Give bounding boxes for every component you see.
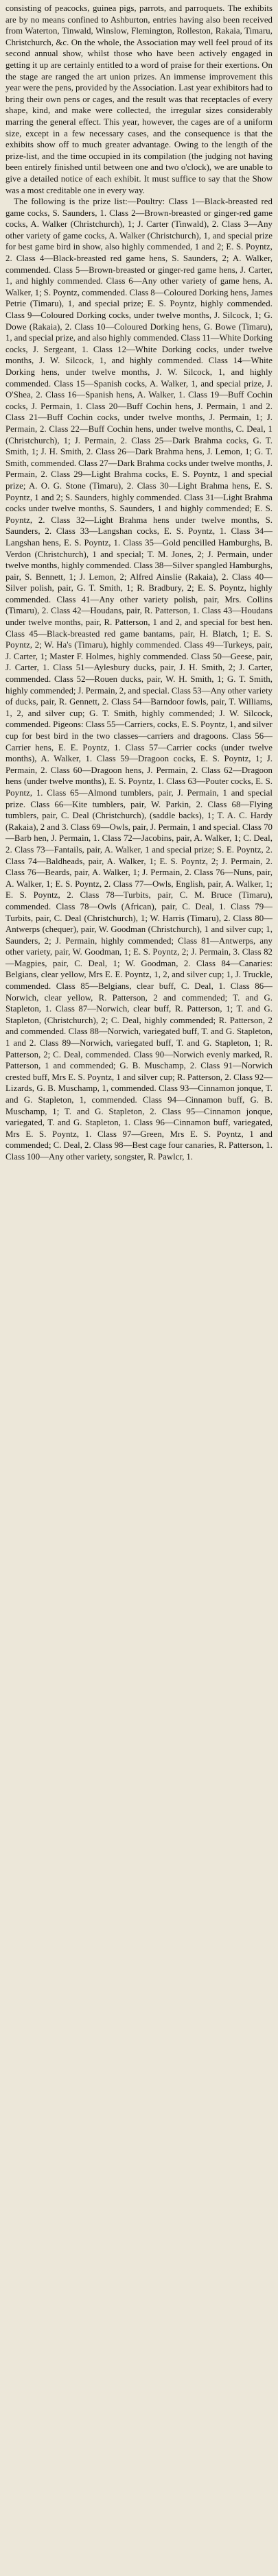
article-column xyxy=(5,3,273,1163)
article-paragraph-intro: consisting of peacocks, guinea pigs, parrots, and parroquets. The exhibits are by no means confined to Ashburton, entries having also been received from Waterton, Tinwald, Winslow, Flemington, Rolleston, Rakaia, Timaru, Christchurch, &c. On the whole, the Association may well feel proud of its second annual show, whilst those who have been actively engaged in getting it up are certainly entitled to a word of praise for their exertions. On the stage are ranged the art union prizes. An immense improvement this year were the pens, provided by the Association. Last year exhibitors had to bring their own pens or cages, and the result was that receptacles of every shape, kind, and make were collected, the irregular sizes considerably marring the general effect. This year, however, the cages are of a uniform size, except in a few necessary cases, and the consequence is that the exhibits show off to much greater advantage. Owing to the length of the prize-list, and the time occupied in its compilation (the judging not having been entirely finished until between one and two o'clock), we are unable to give a detailed notice of each exhibit. It must suffice to say that the Show was a most creditable one in every way. xyxy=(5,3,273,195)
article-paragraph-prize-list: The following is the prize list:—Poultry: Class 1—Black-breasted red game cocks, S. Saunders, 1. Class 2—Brown-breasted or ginger-red game cocks, A. Walker (Christchurch), 1; J. Carter (Tinwald), 2. Class 3—Any other variety of game cocks, A. Walker (Christchurch), 1, and special prize for best game bird in show, also highly commended, 1 and 2; E. S. Poyntz, 2. Class 4—Black-breasted red game hens, S. Saunders, 2; A. Walker, commended. Class 5—Brown-breasted or ginger-red game hens, J. Carter, 1, and highly commended. Class 6—Any other variety of game hens, A. Walker, 1; S. Poyntz, commended. Class 8—Coloured Dorking hens, James Petrie (Timaru), 1, and special prize; E. S. Poyntz, highly commended. Class 9—Coloured Dorking cocks, under twelve months, J. Silcock, 1; G. Dowe (Rakaia), 2. Class 10—Coloured Dorking hens, G. Bowe (Timaru), 1, and special prize, and also highly commended. Class 11—White Dorking cocks, J. Sergeant, 1. Class 12—White Dorking cocks, under twelve months, J. W. Silcock, 1, and highly commended. Class 14—White Dorking hens, under twelve months, J. W. Silcock, 1, and highly commended. Class 15—Spanish cocks, A. Walker, 1, and special prize, J. O'Shea, 2. Class 16—Spanish hens, A. Walker, 1. Class 19—Buff Cochin cocks, J. Permain, 1. Class 20—Buff Cochin hens, J. Permain, 1 and 2. Class 21—Buff Cochin cocks, under twelve months, J. Permain, 1; J. Permain, 2. Class 22—Buff Cochin hens, under twelve months, C. Deal, 1 (Christchurch), 1; J. Permain, 2. Class 25—Dark Brahma cocks, G. T. Smith, 1; J. H. Smith, 2. Class 26—Dark Brahma hens, J. Lemon, 1; G. T. Smith, commended. Class 27—Dark Brahma cocks under twelve months, J. Permain, 2. Class 29—Light Brahma cocks, E. S. Poyntz, 1 and special prize; A. O. G. Stone (Timaru), 2. Class 30—Light Brahma hens, E. S. Poyntz, 1 and 2; S. Saunders, highly commended. Class 31—Light Brahma cocks under twelve months, S. Saunders, 1 and highly commended; E. S. Poyntz, 2. Class 32—Light Brahma hens under twelve months, S. Saunders, 2. Class 33—Langshan cocks, E. S. Poyntz, 1. Class 34—Langshan hens, E. S. Poyntz, 1. Class 35—Gold pencilled Hamburghs, B. Verdon (Christchurch), 1 and special; T. M. Jones, 2; J. Permain, under twelve months, highly commended. Class 38—Silver spangled Hamburghs, pair, S. Bennett, 1; J. Lemon, 2; Alfred Ainslie (Rakaia), 2. Class 40—Silver polish, pair, G. T. Smith, 1; R. Bradbury, 2; E. S. Poyntz, highly commended. Class 41—Any other variety polish, pair, Mrs. Collins (Timaru), 2. Class 42—Houdans, pair, R. Patterson, 1. Class 43—Houdans under twelve months, pair, R. Patterson, 1 and 2, and special for best hen. Class 45—Black-breasted red game bantams, pair, H. Blatch, 1; E. S. Poyntz, 2; W. Ha's (Timaru), highly commended. Class 49—Turkeys, pair, J. Carter, 1; Master F. Holmes, highly commended. Class 50—Geese, pair, J. Carter, 1. Class 51—Aylesbury ducks, pair, J. H. Smith, 2; J. Carter, commended. Class 52—Rouen ducks, pair, W. H. Smith, 1; G. T. Smith, highly commended; J. Permain, 2, and special. Class 53—Any other variety of ducks, pair, R. Gennett, 2. Class 54—Barndoor fowls, pair, T. Williams, 1, 2, and silver cup; G. T. Smith, highly commended; J. W. Silcock, commended. Pigeons: Class 55—Carriers, cocks, E. S. Poyntz, 1, and silver cup for best bird in the two classes—carriers and dragoons. Class 56—Carrier hens, E. E. Poyntz, 1. Class 57—Carrier cocks (under twelve months), A. Walker, 1. Class 59—Dragoon cocks, E. S. Poyntz, 1; J. Permain, 2. Class 60—Dragoon hens, J. Permain, 2. Class 62—Dragoon hens (under twelve months), E. S. Poyntz, 1. Class 63—Pouter cocks, E. S. Poyntz, 1. Class 65—Almond tumblers, pair, J. Permain, 1 and special prize. Class 66—Kite tumblers, pair, W. Parkin, 2. Class 68—Flying tumblers, pair, C. Deal (Christchurch), (saddle backs), 1; T. A. C. Hardy (Rakaia), 2 and 3. Class 69—Owls, pair, J. Permain, 1 and special. Class 70—Barb hen, J. Permain, 1. Class 72—Jacobins, pair, A. Walker, 1; C. Deal, 2. Class 73—Fantails, pair, A. Walker, 1 and special prize; S. E. Poyntz, 2. Class 74—Baldheads, pair, A. Walker, 1; E. S. Poyntz, 2; J. Permain, 2. Class 76—Beards, pair, A. Walker, 1; J. Permain, 2. Class 76—Nuns, pair, A. Walker, 1; E. S. Poyntz, 2. Class 77—Owls, English, pair, A. Walker, 1; E. S. Poyntz, 2. Class 78—Turbits, pair, C. M. Bruce (Timaru), commended. Class 78—Owls (African), pair, C. Deal, 1. Class 79—Turbits, pair, C. Deal (Christchurch), 1; W. Harris (Timaru), 2. Class 80—Antwerps (chequer), pair, W. Goodman (Christchurch), 1 and silver cup; 1, Saunders, 2; J. Permain, highly commended; Class 81—Antwerps, any other variety, pair, W. Goodman, 1; E. S. Poyntz, 2; J. Permain, 3. Class 82—Magpies, pair, C. Deal, 1; W. Goodman, 2. Class 84—Canaries: Belgians, clear yellow, Mrs E. E. Poyntz, 1, 2, and silver cup; 1, J. Truckle, commended. Class 85—Belgians, clear buff, C. Deal, 1. Class 86—Norwich, clear yellow, R. Patterson, 2 and commended; T. and G. Stapleton, 1. Class 87—Norwich, clear buff, R. Patterson, 1; T. and G. Stapleton, (Christchurch), 2; C. Deal, highly commended; R. Patterson, 2 and commended. Class 88—Norwich, variegated buff, T. and G. Stapleton, 1 and 2. Class 89—Norwich, variegated buff, T. and G. Stapleton, 1; R. Patterson, 2; C. Deal, commended. Class 90—Norwich evenly marked, R. Patterson, 1 and commended; G. B. Muschamp, 2. Class 91—Norwich crested buff, Mrs E. S. Poyntz, 1 and silver cup; R. Patterson, 2. Class 92—Lizards, G. B. Muschamp, 1, commended. Class 93—Cinnamon jonque, T. and G. Stapleton, 1, commended. Class 94—Cinnamon buff, G. B. Muschamp, 1; T. and G. Stapleton, 2. Class 95—Cinnamon jonque, variegated, T. and G. Stapleton, 1. Class 96—Cinnamon buff, variegated, Mrs E. S. Poyntz, 1. Class 97—Green, Mrs E. S. Poyntz, 1 and commended; C. Deal, 2. Class 98—Best cage four canaries, R. Patterson, 1. Class 100—Any other variety, songster, R. Pawlcr, 1. xyxy=(5,197,273,1162)
